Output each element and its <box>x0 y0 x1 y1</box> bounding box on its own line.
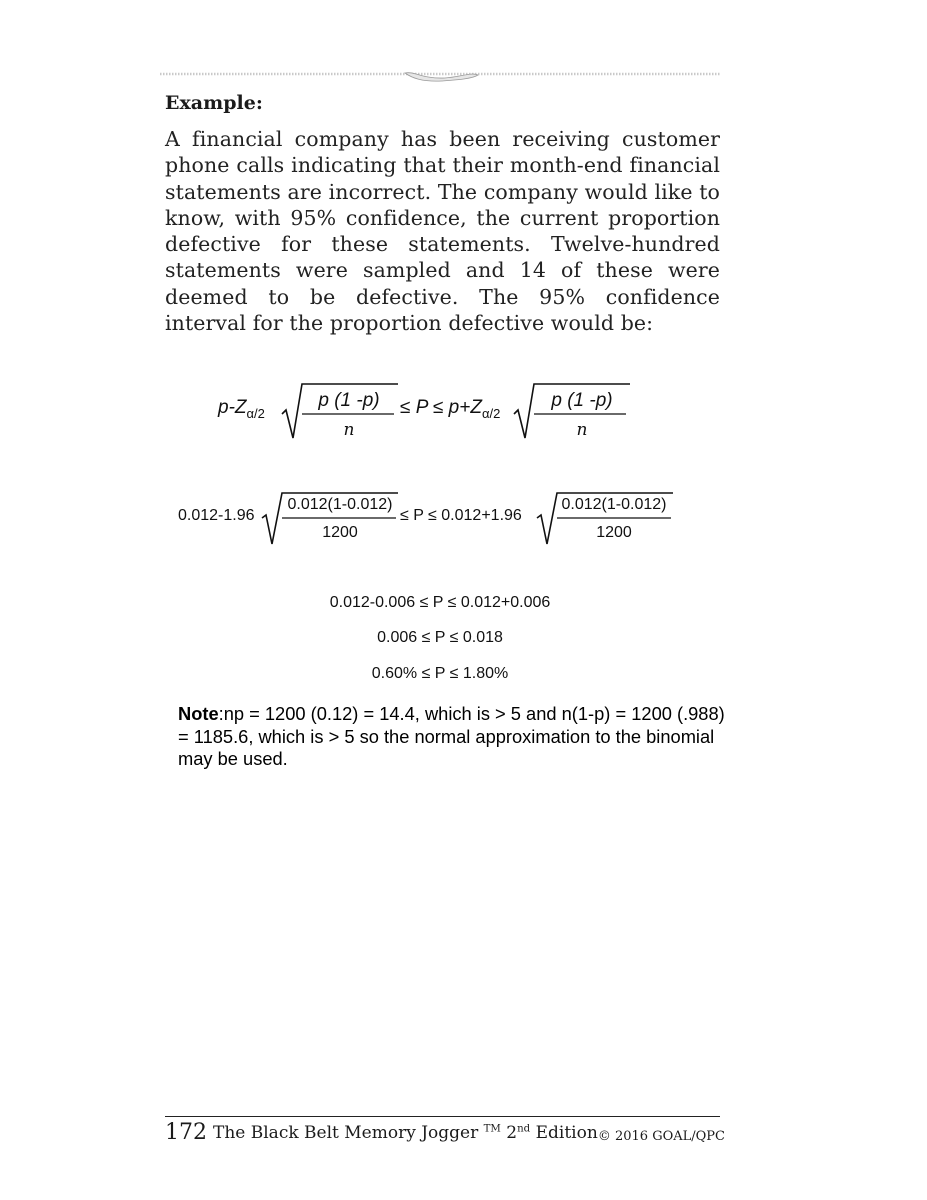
numeric-right-denominator: 1200 <box>596 524 632 541</box>
numeric-right-numerator: 0.012(1-0.012) <box>561 496 667 513</box>
formula-left-denominator: n <box>343 420 355 440</box>
step-line-3: 0.60% ≤ P ≤ 1.80% <box>371 665 509 682</box>
confidence-interval-formula <box>0 380 927 450</box>
formula-left-prefix: $p-Z_{\alpha/2}$ <box>218 397 265 421</box>
edition-word: Edition <box>535 1123 598 1143</box>
book-title <box>213 1123 598 1143</box>
page-number: 172 <box>165 1120 207 1145</box>
page-footer <box>165 1120 725 1150</box>
decorative-top-rule <box>160 70 720 84</box>
note-label: Note <box>178 703 219 724</box>
numeric-middle: ≤ P ≤ 0.012+1.96 <box>400 507 522 524</box>
step-line-1: 0.012-0.006 ≤ P ≤ 0.012+0.006 <box>329 594 551 611</box>
numeric-left-denominator: 1200 <box>322 524 358 541</box>
note-text: :np = 1200 (0.12) = 14.4, which is > 5 and n(1-p) = 1200 (.988) = 1185.6, which is > 5 so the normal approximation to the binomial may be used. <box>178 703 725 769</box>
numeric-left-numerator: 0.012(1-0.012) <box>287 496 393 513</box>
formula-left-numerator: p (1 -p) <box>318 390 380 411</box>
edition-suffix: nd <box>517 1123 531 1135</box>
formula-right-numerator: p (1 -p) <box>551 390 613 411</box>
formula-right-denominator: n <box>576 420 588 440</box>
numeric-left-prefix: 0.012-1.96 <box>178 507 255 524</box>
edition-number: 2 <box>506 1123 518 1143</box>
trademark-mark: TM <box>483 1123 501 1135</box>
formula-middle: ≤ $P \le p+Z_{\alpha/2}$ <box>400 397 501 421</box>
step-line-2: 0.006 ≤ P ≤ 0.018 <box>377 629 503 646</box>
copyright-notice: © 2016 GOAL/QPC <box>597 1129 725 1144</box>
example-heading: Example: <box>165 92 263 114</box>
book-title-text: The Black Belt Memory Jogger <box>213 1123 479 1143</box>
footer-rule <box>165 1116 720 1117</box>
numeric-interval-formula <box>0 490 927 550</box>
note-paragraph <box>178 703 738 771</box>
intro-paragraph: A financial company has been receiving customer phone calls indicating that their month-end financial statements are incorrect. The company would like to know, with 95% confidence, the current proportion defective for these statements. Twelve-hundred statements were sampled and 14 of these were deemed to be defective. The 95% confidence interval for the proportion defective would be: <box>165 127 720 336</box>
